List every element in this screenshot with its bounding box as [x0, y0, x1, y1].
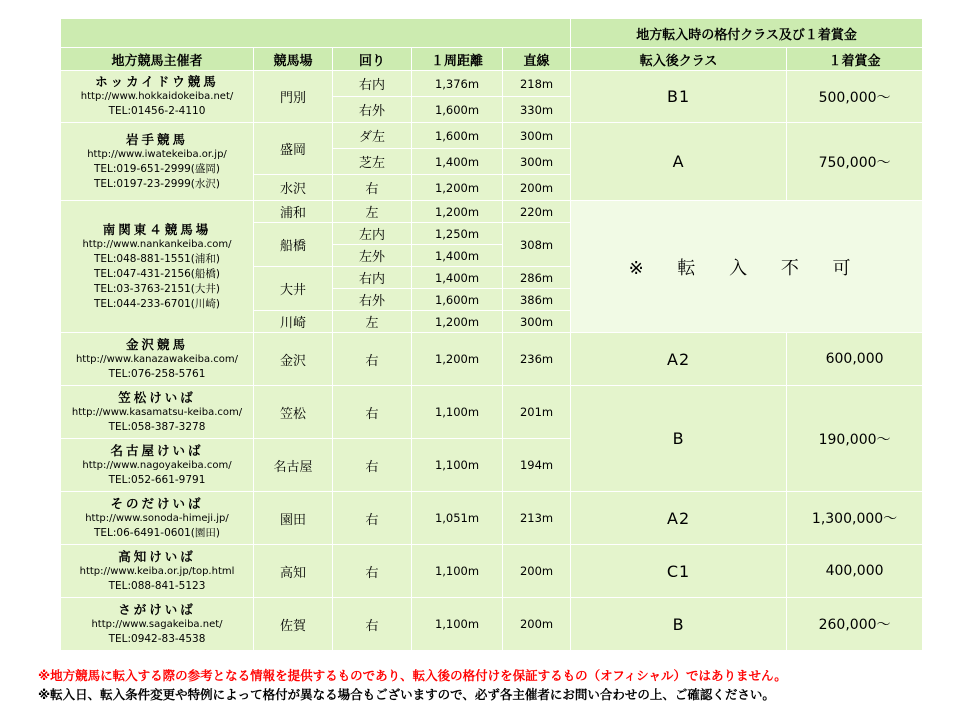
straight-cell: 213m [503, 492, 571, 545]
org-name: さがけいば [118, 601, 196, 617]
class-cell: B [571, 386, 787, 492]
racecourse-table [60, 18, 923, 651]
turn-cell: 右内 [333, 267, 412, 289]
org-tel: TEL:019-651-2999(盛岡) [93, 162, 220, 175]
org-url: http://www.sagakeiba.net/ [91, 618, 223, 630]
turn-cell: 右 [333, 333, 412, 386]
disclaimer-note: ※地方競馬に転入する際の参考となる情報を提供するものであり、転入後の格付けを保証するもの（オフィシャル）ではありません。 [38, 668, 787, 683]
org-tel: TEL:06-6491-0601(園田) [93, 526, 220, 539]
header-track: 競馬場 [254, 48, 333, 71]
straight-cell: 220m [503, 201, 571, 223]
org-url: http://www.nagoyakeiba.com/ [82, 459, 232, 471]
track-saga: 佐賀 [254, 598, 333, 651]
turn-cell: 右 [333, 545, 412, 598]
prize-cell: 500,000～ [787, 71, 923, 123]
organizer-minamikanto [61, 201, 254, 333]
org-name: 岩手競馬 [125, 131, 188, 147]
prize-cell: 190,000～ [787, 386, 923, 492]
turn-cell: 右外 [333, 289, 412, 311]
lap-cell: 1,200m [412, 333, 503, 386]
straight-cell: 236m [503, 333, 571, 386]
header-prize: １着賞金 [787, 48, 923, 71]
straight-cell: 286m [503, 267, 571, 289]
organizer-kochi [61, 545, 254, 598]
org-url: http://www.kanazawakeiba.com/ [75, 353, 239, 365]
straight-cell: 386m [503, 289, 571, 311]
straight-cell: 194m [503, 439, 571, 492]
confirmation-note: ※転入日、転入条件変更や特例によって格付が異なる場合もございますので、必ず各主催者にお問い合わせの上、ご確認ください。 [38, 687, 775, 702]
turn-cell: 右 [333, 439, 412, 492]
org-tel: TEL:088-841-5123 [108, 579, 206, 592]
org-url: http://www.keiba.or.jp/top.html [79, 565, 235, 577]
lap-cell: 1,600m [412, 97, 503, 123]
lap-cell: 1,376m [412, 71, 503, 97]
turn-cell: 右内 [333, 71, 412, 97]
turn-cell: 左 [333, 201, 412, 223]
header-turn: 回り [333, 48, 412, 71]
straight-cell: 200m [503, 598, 571, 651]
organizer-kasamatsu [61, 386, 254, 439]
turn-cell: 芝左 [333, 149, 412, 175]
track-monbetsu: 門別 [254, 71, 333, 123]
track-funabashi: 船橋 [254, 223, 333, 267]
straight-cell: 218m [503, 71, 571, 97]
organizer-nagoya [61, 439, 254, 492]
org-name: ホッカイドウ競馬 [95, 74, 219, 89]
org-tel: TEL:047-431-2156(船橋) [93, 267, 220, 280]
footnotes [38, 666, 938, 704]
org-url: http://www.sonoda-himeji.jp/ [85, 512, 229, 524]
lap-cell: 1,200m [412, 311, 503, 333]
prize-cell: 260,000～ [787, 598, 923, 651]
lap-cell: 1,100m [412, 598, 503, 651]
turn-cell: ダ左 [333, 123, 412, 149]
organizer-kanazawa [61, 333, 254, 386]
lap-cell: 1,100m [412, 439, 503, 492]
org-tel: TEL:0197-23-2999(水沢) [93, 177, 220, 190]
track-morioka: 盛岡 [254, 123, 333, 175]
org-tel: TEL:0942-83-4538 [108, 632, 206, 645]
track-nagoya: 名古屋 [254, 439, 333, 492]
lap-cell: 1,200m [412, 201, 503, 223]
class-cell: B [571, 598, 787, 651]
straight-cell: 300m [503, 149, 571, 175]
class-cell: B1 [571, 71, 787, 123]
track-sonoda: 園田 [254, 492, 333, 545]
org-tel: TEL:01456-2-4110 [108, 105, 206, 117]
transfer-not-allowed: ※ 転 入 不 可 [571, 201, 923, 333]
prize-cell: 400,000 [787, 545, 923, 598]
org-url: http://www.kasamatsu-keiba.com/ [71, 406, 243, 418]
org-name: 高知けいば [118, 548, 196, 564]
track-mizusawa: 水沢 [254, 175, 333, 201]
lap-cell: 1,400m [412, 245, 503, 267]
org-url: http://www.nankankeiba.com/ [82, 238, 232, 250]
lap-cell: 1,600m [412, 123, 503, 149]
lap-cell: 1,051m [412, 492, 503, 545]
turn-cell: 右 [333, 492, 412, 545]
org-tel: TEL:076-258-5761 [108, 367, 206, 380]
lap-cell: 1,200m [412, 175, 503, 201]
header-blank [61, 19, 571, 48]
straight-cell: 200m [503, 175, 571, 201]
lap-cell: 1,100m [412, 545, 503, 598]
organizer-sonoda [61, 492, 254, 545]
turn-cell: 左 [333, 311, 412, 333]
prize-cell: 750,000～ [787, 123, 923, 201]
org-url: http://www.iwatekeiba.or.jp/ [87, 148, 227, 160]
org-name: 金沢競馬 [125, 336, 188, 352]
organizer-hokkaido [61, 71, 254, 123]
org-name: 南関東４競馬場 [102, 221, 212, 237]
turn-cell: 左内 [333, 223, 412, 245]
org-tel: TEL:058-387-3278 [108, 420, 206, 433]
org-name: そのだけいば [110, 495, 204, 511]
turn-cell: 右 [333, 598, 412, 651]
header-group-title: 地方転入時の格付クラス及び１着賞金 [571, 19, 923, 48]
organizer-iwate [61, 123, 254, 201]
header-straight: 直線 [503, 48, 571, 71]
org-tel: TEL:048-881-1551(浦和) [93, 252, 220, 265]
straight-cell: 300m [503, 123, 571, 149]
org-tel: TEL:052-661-9791 [108, 473, 206, 486]
turn-cell: 左外 [333, 245, 412, 267]
track-ooi: 大井 [254, 267, 333, 311]
straight-cell: 300m [503, 311, 571, 333]
class-cell: A [571, 123, 787, 201]
organizer-saga [61, 598, 254, 651]
org-name: 名古屋けいば [110, 442, 204, 458]
class-cell: A2 [571, 492, 787, 545]
lap-cell: 1,400m [412, 149, 503, 175]
org-name: 笠松けいば [118, 389, 196, 405]
track-kawasaki: 川崎 [254, 311, 333, 333]
class-cell: A2 [571, 333, 787, 386]
org-url: http://www.hokkaidokeiba.net/ [80, 91, 234, 102]
track-kasamatsu: 笠松 [254, 386, 333, 439]
org-tel: TEL:044-233-6701(川崎) [93, 297, 220, 310]
turn-cell: 右 [333, 175, 412, 201]
org-tel: TEL:03-3763-2151(大井) [93, 282, 220, 295]
straight-cell: 330m [503, 97, 571, 123]
prize-cell: 1,300,000～ [787, 492, 923, 545]
track-kochi: 高知 [254, 545, 333, 598]
straight-cell: 201m [503, 386, 571, 439]
lap-cell: 1,400m [412, 267, 503, 289]
track-kanazawa: 金沢 [254, 333, 333, 386]
straight-cell: 308m [503, 223, 571, 267]
header-class: 転入後クラス [571, 48, 787, 71]
lap-cell: 1,100m [412, 386, 503, 439]
lap-cell: 1,600m [412, 289, 503, 311]
track-urawa: 浦和 [254, 201, 333, 223]
straight-cell: 200m [503, 545, 571, 598]
prize-cell: 600,000 [787, 333, 923, 386]
turn-cell: 右外 [333, 97, 412, 123]
turn-cell: 右 [333, 386, 412, 439]
lap-cell: 1,250m [412, 223, 503, 245]
header-organizer: 地方競馬主催者 [61, 48, 254, 71]
header-lap: １周距離 [412, 48, 503, 71]
class-cell: C1 [571, 545, 787, 598]
